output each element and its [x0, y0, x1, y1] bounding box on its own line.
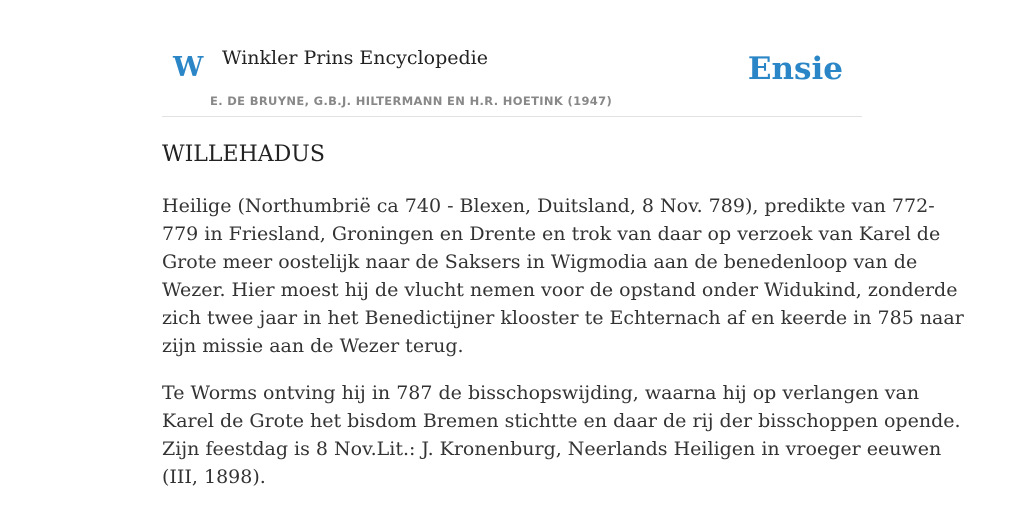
paragraph-line: zijn missie aan de Wezer terug. [162, 335, 464, 357]
paragraph-line: Te Worms ontving hij in 787 de bisschopswijding, waarna hij op verlangen van [162, 382, 920, 404]
source-title-link[interactable]: Winkler Prins Encyclopedie [222, 47, 488, 69]
source-authors: E. DE BRUYNE, G.B.J. HILTERMANN EN H.R. HOETINK (1947) [210, 94, 613, 108]
source-header [162, 0, 862, 117]
paragraph-line: zich twee jaar in het Benedictijner klooster te Echternach af en keerde in 785 naar [162, 307, 964, 329]
paragraph-line: Zijn feestdag is 8 Nov.Lit.: J. Kronenburg, Neerlands Heiligen in vroeger eeuwen [162, 438, 942, 460]
entry-headword: WILLEHADUS [162, 142, 325, 167]
paragraph-line: 779 in Friesland, Groningen en Drente en trok van daar op verzoek van Karel de [162, 223, 941, 245]
paragraph-line: Grote meer oostelijk naar de Saksers in Wigmodia aan de benedenloop van de [162, 251, 918, 273]
paragraph-line: Karel de Grote het bisdom Bremen stichtte en daar de rij der bisschoppen opende. [162, 410, 961, 432]
paragraph-line: (III, 1898). [162, 466, 266, 488]
entry-paragraph-1 [162, 192, 964, 360]
ensie-logo[interactable]: Ensie [747, 51, 843, 87]
entry-paragraph-2 [162, 379, 961, 491]
entry-body [162, 192, 964, 510]
source-logo[interactable]: W [173, 52, 204, 83]
paragraph-line: Wezer. Hier moest hij de vlucht nemen voor de opstand onder Widukind, zonderde [162, 279, 958, 301]
paragraph-line: Heilige (Northumbrië ca 740 - Blexen, Duitsland, 8 Nov. 789), predikte van 772- [162, 195, 935, 217]
